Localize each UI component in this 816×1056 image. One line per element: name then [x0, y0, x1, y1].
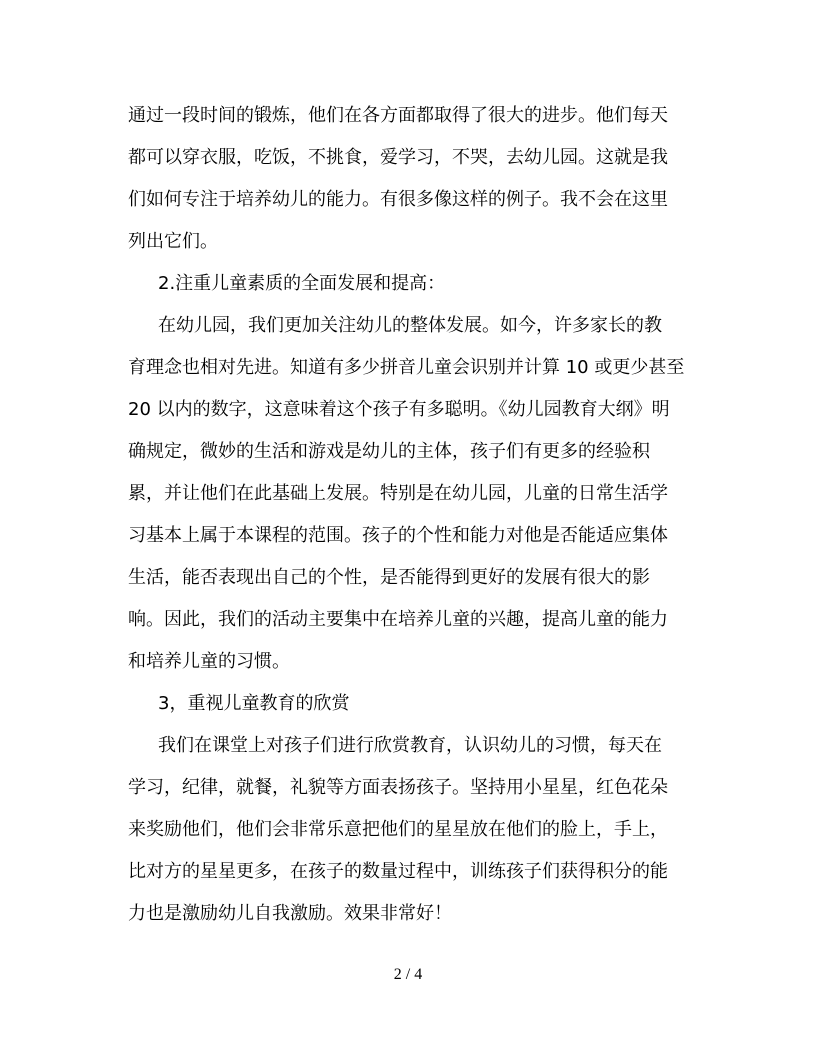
- paragraph-line: 响。因此，我们的活动主要集中在培养儿童的兴趣，提高儿童的能力: [128, 609, 668, 630]
- paragraph-line: 们如何专注于培养幼儿的能力。有很多像这样的例子。我不会在这里: [128, 189, 668, 210]
- section-heading: 3，重视儿童教育的欣赏: [158, 693, 350, 714]
- paragraph-line: 都可以穿衣服，吃饭，不挑食，爱学习，不哭，去幼儿园。这就是我: [128, 147, 668, 168]
- paragraph-line: 列出它们。: [128, 231, 218, 252]
- paragraph-line: 力也是激励幼儿自我激励。效果非常好！: [128, 903, 452, 924]
- page-number: 2 / 4: [393, 966, 423, 983]
- paragraph-line: 在幼儿园，我们更加关注幼儿的整体发展。如今，许多家长的教: [158, 315, 662, 336]
- paragraph-line: 比对方的星星更多，在孩子的数量过程中，训练孩子们获得积分的能: [128, 861, 668, 882]
- paragraph-line: 习基本上属于本课程的范围。孩子的个性和能力对他是否能适应集体: [128, 525, 668, 546]
- paragraph-line: 和培养儿童的习惯。: [128, 651, 290, 672]
- paragraph-line: 生活，能否表现出自己的个性，是否能得到更好的发展有很大的影: [128, 567, 650, 588]
- paragraph-line: 我们在课堂上对孩子们进行欣赏教育，认识幼儿的习惯，每天在: [158, 735, 662, 756]
- paragraph-line: 确规定，微妙的生活和游戏是幼儿的主体，孩子们有更多的经验积: [128, 441, 650, 462]
- paragraph-line: 累，并让他们在此基础上发展。特别是在幼儿园，儿童的日常生活学: [128, 483, 668, 504]
- section-heading: 2.注重儿童素质的全面发展和提高：: [158, 273, 446, 294]
- paragraph-line: 20 以内的数字，这意味着这个孩子有多聪明。《幼儿园教育大纲》明: [128, 399, 670, 420]
- paragraph-line: 学习，纪律，就餐，礼貌等方面表扬孩子。坚持用小星星，红色花朵: [128, 777, 668, 798]
- paragraph-line: 来奖励他们，他们会非常乐意把他们的星星放在他们的脸上，手上，: [128, 819, 668, 840]
- paragraph-line: 通过一段时间的锻炼，他们在各方面都取得了很大的进步。他们每天: [128, 105, 668, 126]
- paragraph-line: 育理念也相对先进。知道有多少拼音儿童会识别并计算 10 或更少甚至: [128, 357, 685, 378]
